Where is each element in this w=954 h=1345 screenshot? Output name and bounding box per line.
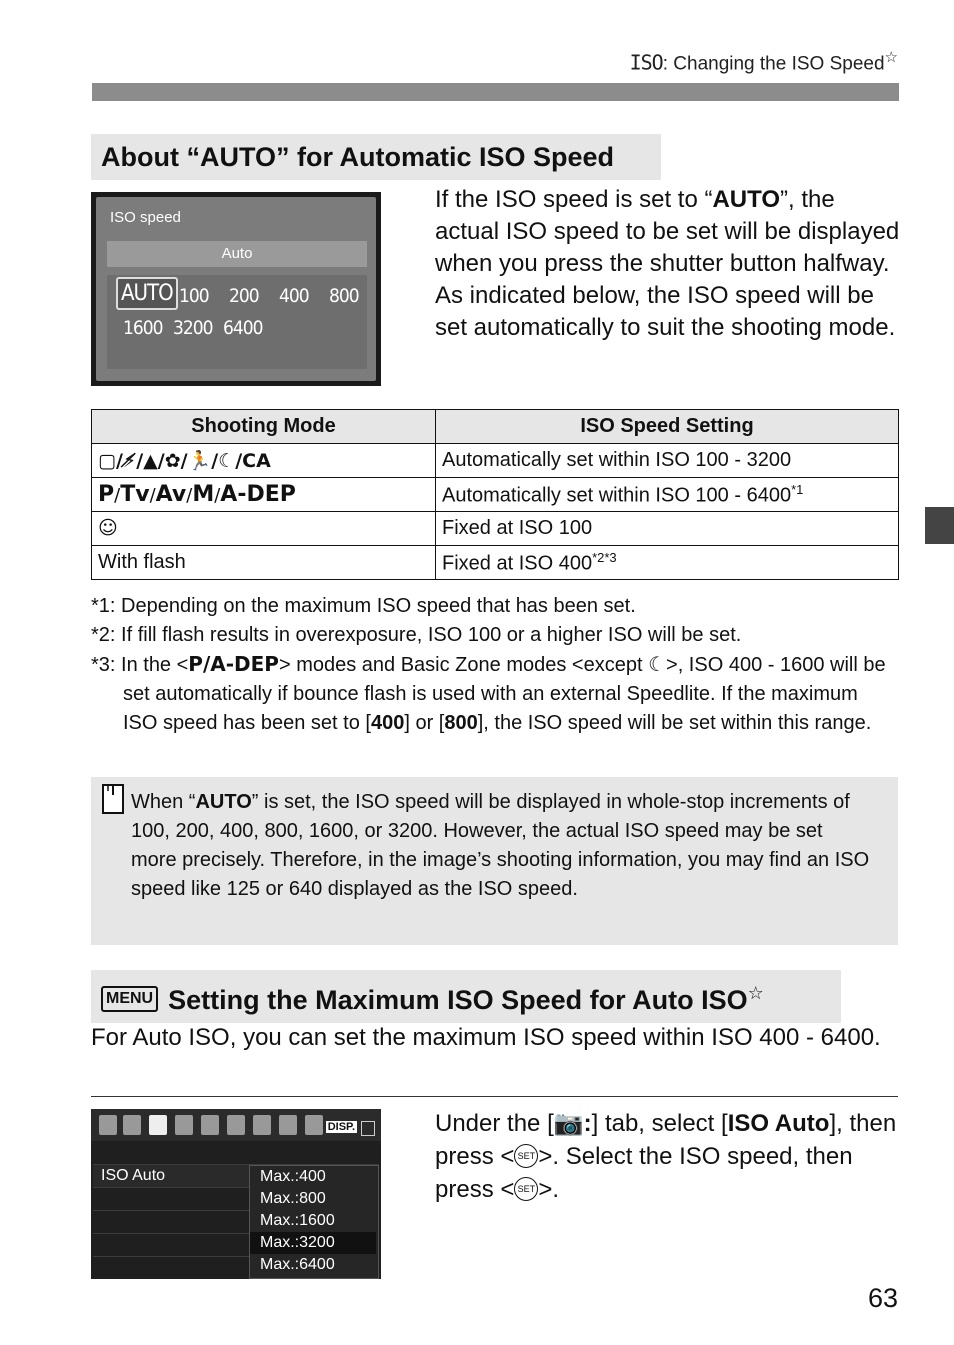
table-header-row — [92, 410, 899, 444]
iso-options-panel — [107, 275, 367, 369]
fn3-value: 800 — [444, 712, 478, 734]
menu-tab-icon-selected — [149, 1115, 167, 1135]
menu-tab-icon — [201, 1115, 219, 1135]
star-icon: ☆ — [747, 983, 764, 1003]
menu-tab-icon — [227, 1115, 245, 1135]
table-row — [92, 478, 899, 512]
section-heading-auto-iso: About “AUTO” for Automatic ISO Speed — [91, 134, 661, 180]
setting-text: Fixed at ISO 400 — [442, 552, 593, 575]
note-icon — [101, 783, 125, 815]
intro-text-b: ”, the actual ISO speed to be set will be displayed when you press the shutter button halfway. As indicated below, the ISO speed will be set automatically to suit the shooting mode. — [435, 186, 900, 341]
mode-icons: P/A-DEP — [188, 652, 279, 676]
iso-mode-table — [91, 409, 899, 580]
iso-option: 800 — [329, 285, 359, 307]
max-iso-option: Max.:6400 — [260, 1256, 335, 1273]
iso-glyph: ISO — [629, 50, 663, 75]
disp-badge: DISP. — [327, 1121, 355, 1133]
mode-p: P — [98, 482, 115, 507]
header-rule — [92, 83, 899, 101]
setting-cell: Fixed at ISO 100 — [436, 512, 899, 546]
lcd-title: ISO speed — [110, 209, 181, 226]
mode-cell — [92, 478, 436, 512]
note-box — [91, 777, 898, 945]
table-row — [92, 512, 899, 546]
intro-text-a: If the ISO speed is set to “ — [435, 186, 713, 213]
menu-icon: MENU — [101, 986, 158, 1012]
menu-tab-icon — [123, 1115, 141, 1135]
iso-option: 100 — [179, 285, 209, 307]
fn3-text: ] or [ — [404, 712, 445, 734]
step-text: >. — [538, 1176, 560, 1203]
table-header-mode: Shooting Mode — [92, 410, 436, 444]
step-text: ], then press < — [435, 1110, 897, 1170]
note-bold: AUTO — [195, 791, 252, 813]
footnote-ref: *2*3 — [592, 549, 617, 565]
fn3-text: > modes and Basic Zone modes <except — [278, 654, 649, 676]
note-text-a: When “ — [131, 791, 196, 813]
running-header-title: : Changing the ISO Speed — [662, 53, 885, 75]
max-iso-option-selected: Max.:3200 — [260, 1234, 335, 1251]
step-bold: ISO Auto — [727, 1110, 830, 1137]
mode-cell: With flash — [92, 546, 436, 580]
mode-a-dep: A-DEP — [220, 482, 296, 507]
max-iso-options — [249, 1165, 379, 1279]
mode-tv: Tv — [120, 482, 150, 507]
mode-cell — [92, 444, 436, 478]
table-row — [92, 546, 899, 580]
table-row — [92, 444, 899, 478]
section2-title: Setting the Maximum ISO Speed for Auto ISO — [168, 985, 748, 1015]
setting-cell: Automatically set within ISO 100 - 3200 — [436, 444, 899, 478]
step-divider — [91, 1096, 898, 1097]
page-number: 63 — [867, 1283, 898, 1313]
note-text — [131, 788, 871, 904]
grid-icon — [361, 1121, 375, 1136]
menu-item-label: ISO Auto — [101, 1167, 166, 1184]
basic-zone-mode-icons: ▢/⚡̸/▲/✿/🏃/☾/CA — [98, 449, 271, 472]
section-heading-max-iso — [91, 970, 841, 1023]
fn3-text: *3: In the < — [91, 654, 189, 676]
fn3-text: ], the ISO speed will be set within this range. — [477, 712, 872, 734]
set-button-icon: SET — [514, 1144, 538, 1168]
intro-bold: AUTO — [712, 186, 781, 213]
footnote-2: *2: If fill flash results in overexposure, ISO 100 or a higher ISO will be set. — [91, 624, 742, 646]
max-iso-intro: For Auto ISO, you can set the maximum ISO speed within ISO 400 - 6400. — [91, 1024, 881, 1051]
night-portrait-icon: ☾ — [648, 652, 667, 676]
max-iso-option: Max.:1600 — [260, 1212, 335, 1229]
iso-option: 400 — [279, 285, 309, 307]
table-header-setting: ISO Speed Setting — [436, 410, 899, 444]
set-button-icon: SET — [514, 1177, 538, 1201]
step-instruction — [435, 1107, 900, 1206]
menu-tabs — [91, 1109, 381, 1141]
iso-option: 6400 — [223, 317, 263, 339]
setting-text: Automatically set within ISO 100 - 6400 — [442, 484, 792, 507]
menu-tab-icon — [253, 1115, 271, 1135]
iso-speed-screen — [91, 192, 381, 386]
star-icon: ☆ — [884, 49, 898, 66]
lcd-auto-bar: Auto — [107, 241, 367, 267]
footnote-ref: *1 — [791, 481, 804, 497]
step-text: Under the [ — [435, 1110, 554, 1137]
menu-tab-icon — [99, 1115, 117, 1135]
menu-tab-icon — [305, 1115, 323, 1135]
menu-tab-icon — [279, 1115, 297, 1135]
max-iso-option: Max.:400 — [260, 1168, 326, 1185]
iso-option: 200 — [229, 285, 259, 307]
footnotes — [91, 592, 891, 738]
setting-cell — [436, 546, 899, 580]
setting-cell — [436, 478, 899, 512]
chapter-thumb-tab — [925, 507, 954, 544]
iso-auto-menu-screen — [91, 1109, 381, 1279]
iso-option-auto: AUTO — [116, 277, 178, 310]
fn3-value: 400 — [370, 712, 405, 734]
portrait-mode-icon: ☺ — [98, 517, 118, 539]
iso-option: 1600 — [123, 317, 163, 339]
note-text-b: ” is set, the ISO speed will be displayed in whole-stop increments of 100, 200, 400, 800, 1600, or 3200. However, the actual ISO speed may be set more precisely. Therefore, in the image’s shooting information, you may find an ISO speed like 125 or 640 displayed as the ISO speed. — [131, 791, 870, 900]
auto-iso-intro — [435, 184, 900, 344]
footnote-1: *1: Depending on the maximum ISO speed that has been set. — [91, 595, 636, 617]
footnote-3 — [91, 650, 891, 738]
mode-m: M — [192, 482, 215, 507]
running-header — [630, 48, 898, 75]
step-text: >. Select the ISO speed, then press < — [435, 1143, 853, 1203]
shooting-tab-icon: 📷: — [553, 1110, 592, 1137]
fn3-text: >, ISO 400 - 1600 will be set automatically if bounce flash is used with an external Speedlite. If the maximum ISO speed has been set to [ — [123, 654, 886, 734]
mode-av: Av — [155, 482, 187, 507]
step-text: ] tab, select [ — [591, 1110, 728, 1137]
mode-cell — [92, 512, 436, 546]
max-iso-option: Max.:800 — [260, 1190, 326, 1207]
menu-tab-icon — [175, 1115, 193, 1135]
iso-option: 3200 — [173, 317, 213, 339]
creative-zone-mode-icons: P/Tv/Av/M/A-DEP — [98, 482, 296, 507]
